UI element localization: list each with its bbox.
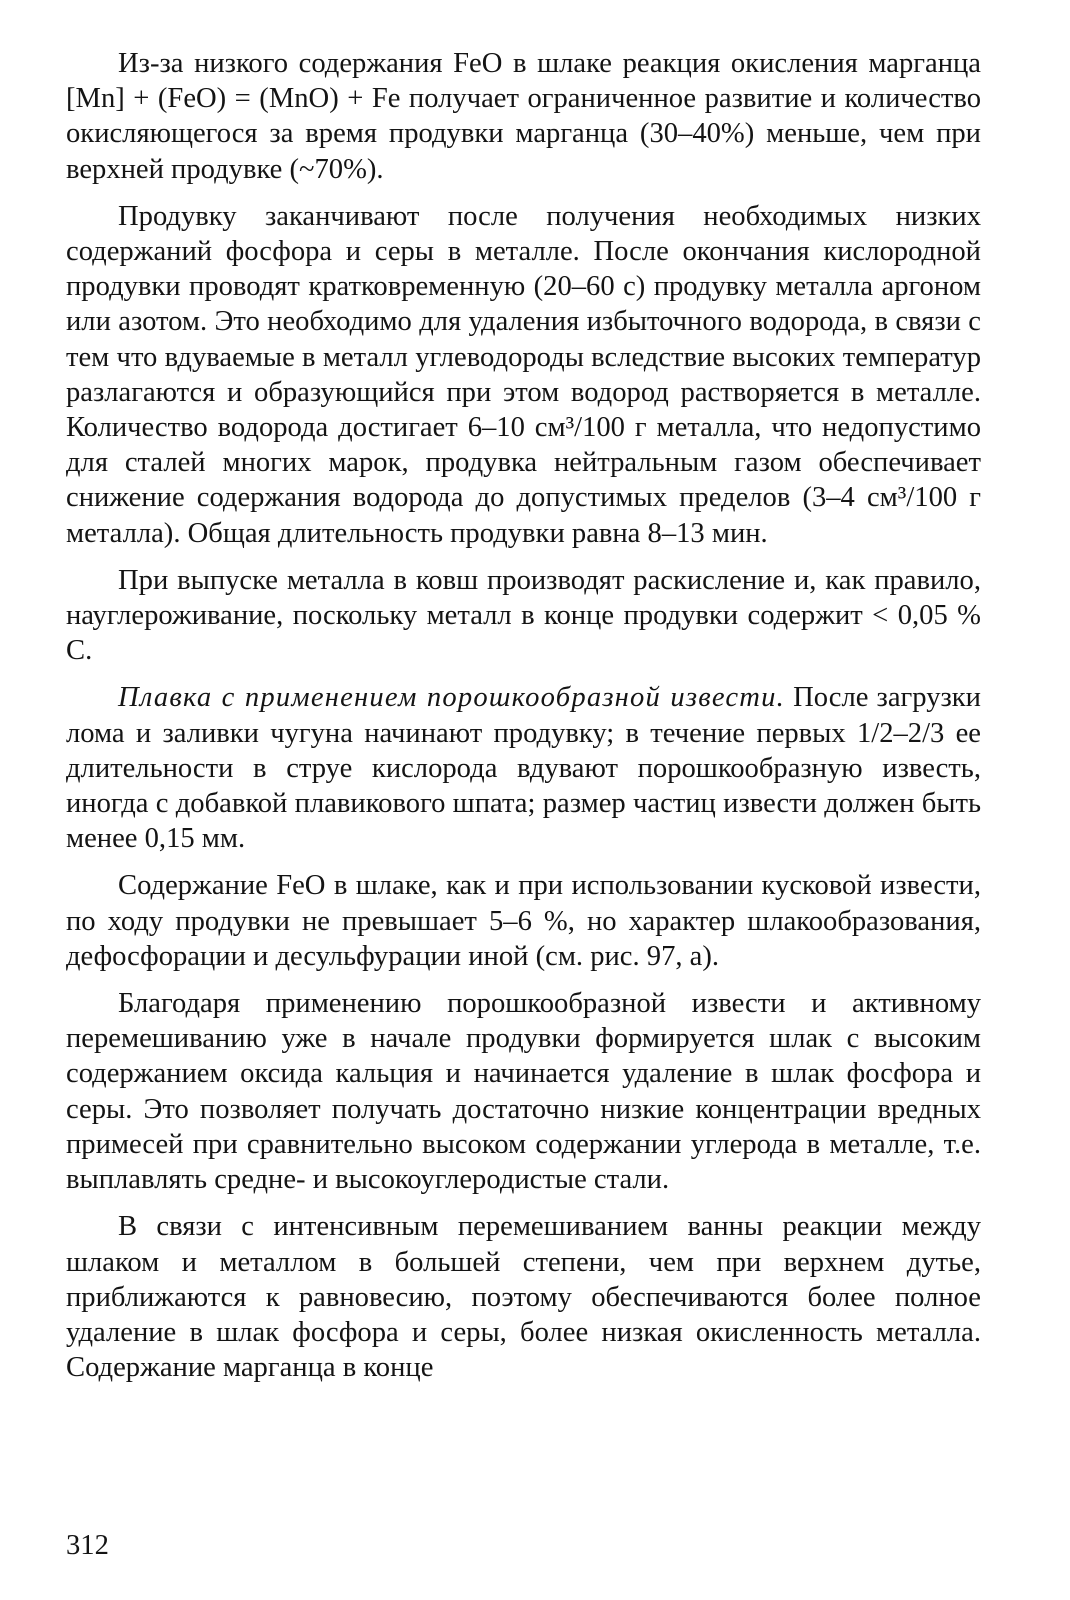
paragraph-feo-content: Содержание FeO в шлаке, как и при использовании кусковой извести, по ходу продувки не превышает 5–6 %, но характер шлакообразования, дефосфорации и десульфурации иной (см. рис. 97, а). (66, 870, 981, 972)
page-body (66, 46, 981, 1397)
paragraph-mixing-equilibrium: В связи с интенсивным перемешиванием ванны реакции между шлаком и металлом в большей степени, чем при верхнем дутье, приближаются к равновесию, поэтому обеспечиваются более полное удаление в шлак фосфора и серы, более низкая окисленность металла. Содержание марганца в конце (66, 1211, 981, 1384)
section-heading-powdered-lime: Плавка с применением порошкообразной извести. (118, 682, 785, 714)
page-number: 312 (66, 1530, 109, 1561)
paragraph-blowing-end: Продувку заканчивают после получения необходимых низких содержаний фосфора и серы в металле. После окончания кислородной продувки проводят кратковременную (20–60 с) продувку металла аргоном или азотом. Это необходимо для удаления избыточного водорода, в связи с тем что вдуваемые в металл углеводороды вследствие высоких температур разлагаются и образующийся при этом водород растворяется в металле. Количество водорода достигает 6–10 см³/100 г металла, что недопустимо для сталей многих марок, продувка нейтральным газом обеспечивает снижение содержания водорода до допустимых пределов (3–4 см³/100 г металла). Общая длительность продувки равна 8–13 мин. (66, 200, 981, 549)
paragraph-powdered-lime (66, 680, 981, 856)
paragraph-powdered-lime-text: После загрузки лома и заливки чугуна начинают продувку; в течение первых 1/2–2/3 ее длительности в струе кислорода вдувают порошкообразную известь, иногда с добавкой плавикового шпата; размер частиц извести должен быть менее 0,15 мм. (66, 682, 981, 855)
paragraph-lime-benefits: Благодаря применению порошкообразной извести и активному перемешиванию уже в начале продувки формируется шлак с высоким содержанием оксида кальция и начинается удаление в шлак фосфора и серы. Это позволяет получать достаточно низкие концентрации вредных примесей при сравнительно высоком содержании углерода в металле, т.е. выплавлять средне- и высокоуглеродистые стали. (66, 988, 981, 1196)
paragraph-tapping: При выпуске металла в ковш производят раскисление и, как правило, науглероживание, поскольку металл в конце продувки содержит < 0,05 % С. (66, 564, 981, 667)
paragraph-manganese-oxidation: Из-за низкого содержания FeO в шлаке реакция окисления марганца [Mn] + (FeO) = (MnO) + Fe получает ограниченное развитие и количество окисляющегося за время продувки марганца (30–40%) меньше, чем при верхней продувке (~70%). (66, 48, 981, 185)
